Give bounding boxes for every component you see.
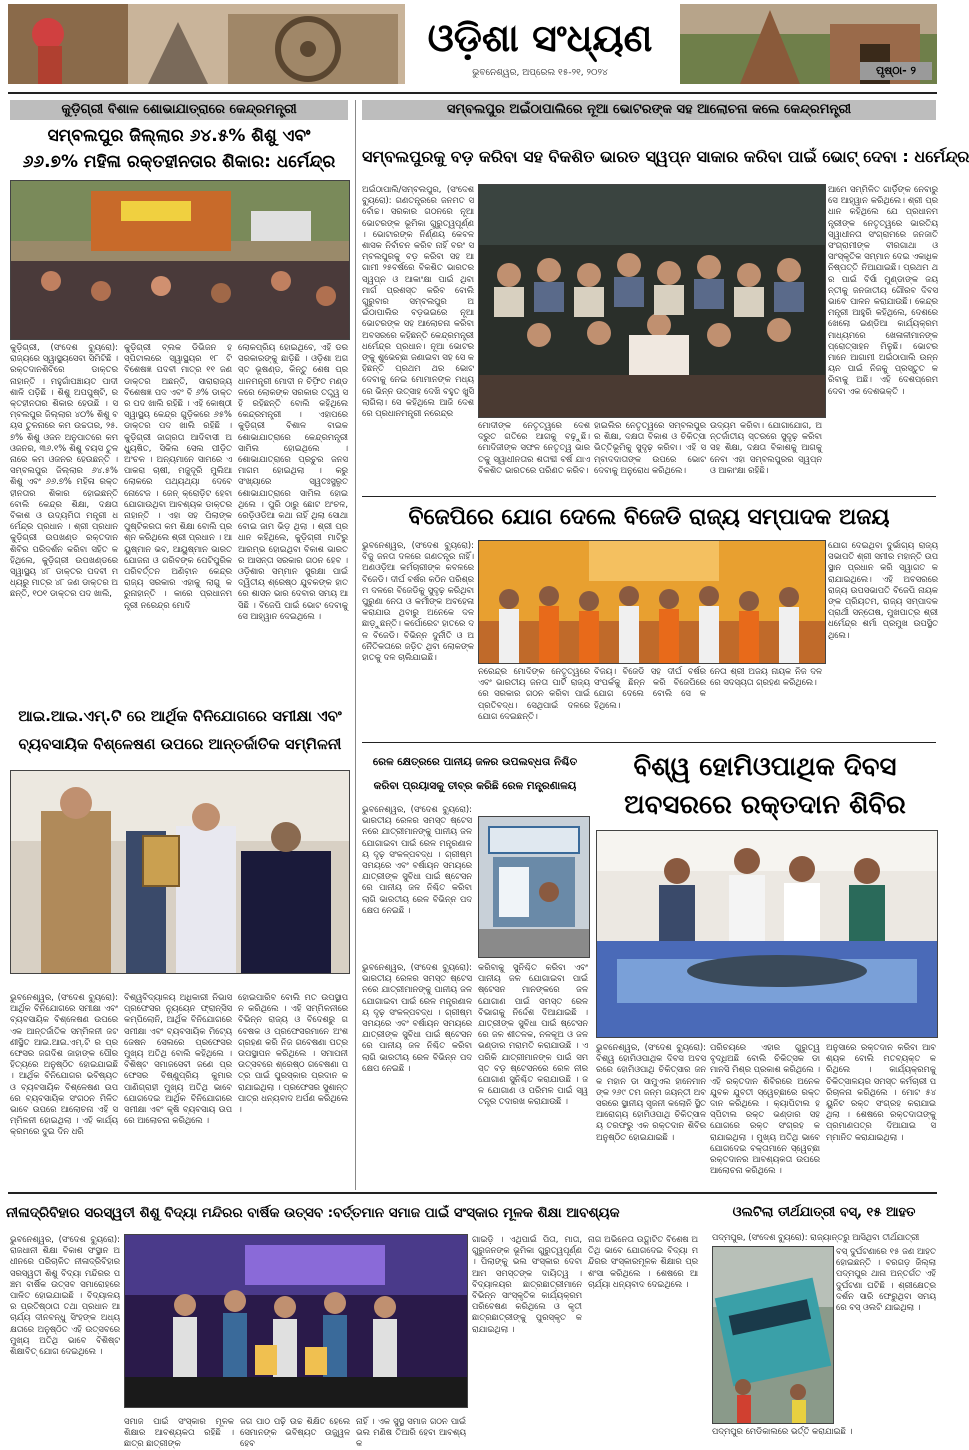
blood-donation-photo bbox=[596, 830, 938, 1038]
left-mid-col1: ଭୁବନେଶ୍ୱର, (ସଂଦେଶ ବ୍ୟୁରୋ): ଆର୍ଥିକ ବିନିଯୋଗରେ ସମୀକ୍ଷା ଏବଂ ବ୍ୟବସାୟିକ ବିଶ୍ଳେଷଣ ଉପରେ ଏକ ଆନ୍ତର୍ଜାତିକ ସମ୍ମିଳନୀ ଜଟଣୀସ୍ଥିତ ଆଇ.ଆଇ.ଏମ୍.ଟି ର ପ୍ରଫେସର ଜଗଦିଶ ଜାହାଙ୍କ ପୌରହିତ୍ୟରେ ଅନୁଷ୍ଠିତ ହୋଇଯାଇଛି । ଆର୍ଥିକ ବିନିଯୋଗର ଭବିଷ୍ୟତ ଓ ବ୍ୟବସାୟିକ ବିଶ୍ଳେଷଣ ଉପରେ ବ୍ୟବସାୟିକ ସଂଗଠନ ମିଳିତ ଭାବେ ଉପରେ ଆଲୋଚନା ଏହି ସମ୍ମିଳନୀ ହୋଇଥିଲା । ଏହି କାର୍ଯ୍ୟକ୍ରମରେ ଦୁଇ ଦିନ ଧରି bbox=[10, 992, 118, 1137]
rail-col1: ଭୁବନେଶ୍ୱର, (ସଂଦେଶ ବ୍ୟୁରୋ): ଭାରତୀୟ ରେଳର ସମସ୍ତ ଷ୍ଟେସନରେ ଯାତ୍ରୀମାନଙ୍କୁ ପାନୀୟ ଜଳ ଯୋଗାଇବା ପାଇଁ ରେଳ ମନ୍ତ୍ରଣାଳୟ ଦୃଢ଼ ସଂକଳ୍ପବଦ୍ଧ । ଗ୍ରୀଷ୍ମ ସମୟରେ ଏବଂ ବର୍ଷାୟନ ସମୟରେ ଯାତ୍ରୀଙ୍କ ସୁବିଧା ପାଇଁ ଷ୍ଟେସନରେ ପାନୀୟ ଜଳ ନିଶ୍ଚିତ କରିବା ଲାଗି ଭାରତୀୟ ରେଳ ବିଭିନ୍ନ ପଦକ୍ଷେପ ନେଇଛି । bbox=[362, 804, 472, 915]
homeo-headline-1: ବିଶ୍ୱ ହୋମିଓପାଥିକ ଦିବସ bbox=[633, 752, 897, 782]
bjd-top-rule bbox=[362, 496, 936, 497]
center-top-col4: ଉଦ୍ୟମ କରିବା। ଯୋଗାଯୋଗ, ଅନ୍ତର୍ଜାତୀୟ ସ୍ତରରେ ସୁଦୃଢ଼ କରିବା ସହ ଶିକ୍ଷା, ଦକ୍ଷତା ବିକାଶକୁ ଆଗକୁ ନେବା ଏହା ସମ୍ବଲପୁରର ସ୍ୱପ୍ନ ଓ ଆକାଂକ୍ଷା ରହିଛି। bbox=[710, 420, 822, 475]
center-top-col1: ଅଇଁଠାପାଲି/ସମ୍ବଲପୁର, (ସଂଦେଶ ବ୍ୟୁରୋ): ଗଣତନ୍ତ୍ରରେ ଜନମତ ସର୍ବୋଚ୍ଚ। ସରକାର ଗଠନରେ ନୂଆ ଭୋଟରଙ୍କ ଭୂମିକା ଗୁରୁତ୍ୱପୂର୍ଣ୍ଣ। ଭୋଟାରଙ୍କ ନିର୍ଣ୍ଣୟ କେବଳ ଶାସକ ନିର୍ବାଚନ କରିବ ନାହିଁ ବରଂ ସମ୍ବଲପୁରକୁ ବଡ଼ କରିବା ସହ ଆଗାମୀ ୨୫ବର୍ଷରେ ବିକଶିତ ଭାରତର ସ୍ୱପ୍ନ ଓ ଆକାଂକ୍ଷା ପାଇଁ ଥିବା ମାର୍ଗ ପ୍ରଶସ୍ତ କରିବ ବୋଲି ଗୁରୁବାର ସମ୍ବଲପୁର ଅଇଁଠାପାଲିର ବଡ଼ଭଇରେ ନୂଆ ଭୋଟରଙ୍କ ସହ ଆଲୋଚନା କରିବା ଅବସରରେ କହିଛନ୍ତି କେନ୍ଦ୍ରମନ୍ତ୍ରୀ ଧର୍ମେନ୍ଦ୍ର ପ୍ରଧାନ। ନୂଆ ଭୋଟରଙ୍କୁ ଶୁଭେଚ୍ଛା ଜଣାଇବା ସହ ସେ କହିଛନ୍ତି ପ୍ରଥମ ଥର ଭୋଟ ଦେବାକୁ ନେଇ ମୋମାନଙ୍କ ମଧ୍ୟରେ ଭିନ୍ନ ଉତ୍ସାହ ଦେଖି ବହୁତ ଖୁସି ଲାଗିଲା। ସେ କହିଥିଲେ ଆଜି ଦେଶରେ ପ୍ରଧାନମନ୍ତ୍ରୀ ନରେନ୍ଦ୍ର bbox=[362, 184, 474, 419]
school-headline: ନୀଳାଦ୍ରିବିହାର ସରସ୍ୱତୀ ଶିଶୁ ବିଦ୍ୟା ମନ୍ଦିରର ବାର୍ଷିକ ଉତ୍ସବ :ବର୍ତ୍ତମାନ ସମାଜ ପାଇଁ ସଂସ୍କାର ମୂଳକ ଶିକ୍ଷା ଆବଶ୍ୟକ bbox=[6, 1205, 620, 1221]
bjd-col1: ଭୁବନେଶ୍ୱର, (ସଂଦେଶ ବ୍ୟୁରୋ): ବିଜୁ ଜନତା ଦଳରେ ଗଣତନ୍ତ୍ର ନାହିଁ। ଅଣଓଡ଼ିଆ କର୍ମଚାରୀଙ୍କ କବଳରେ ବିଜେଡି। ଦୀର୍ଘ ବର୍ଷର କଠିନ ପରିଶ୍ରମ ଦଳରେ ବିଜେଡିକୁ ସୁଦୃଢ଼ କରିଥିବା ପୁରୁଣା ନେତା ଓ କର୍ମୀଙ୍କ ଅବହେଳା କରାଯାଉ ଥିବାରୁ ଅନେକେ ଦଳ ଛାଡ଼ୁଛନ୍ତି। କର୍ପୋରେଟ ହାତରେ ଦଳ ବିଜେଡି। ବିଭିନ୍ନ ଦୁର୍ନୀତି ଓ ଅନୈତିକତାରେ ଜଡ଼ିତ ଥିବା ଲୋକଙ୍କ ହାତକୁ ଦଳ ଚାଲିଯାଇଛି। bbox=[362, 540, 474, 663]
page-number: ପୃଷ୍ଠା- ୨ bbox=[860, 62, 932, 80]
homeo-headline-2: ଅବସରରେ ରକ୍ତଦାନ ଶିବିର bbox=[624, 790, 906, 820]
center-top-col3: ହାଇଲିର ନେତୃତ୍ୱରେ ସମ୍ବଲପୁରର ଶିକ୍ଷା, ଦକ୍ଷତା ବିକାଶ ଓ ଚିକିତ୍ସା ଭିତ୍ତିଭୂମିକୁ ସୁଦୃଢ଼ କରିବା। ଏହି ସମ୍ବାଦଦାତାଙ୍କ ଉପରେ ଭୋଟ ଦେବାକୁ ଅନୁରୋଧ କରିଥିଲେ। bbox=[594, 420, 706, 475]
masthead-dateline: ଭୁବନେଶ୍ୱର, ଅପ୍ରେଲ ୧୫-୨୧, ୨୦୨୪ bbox=[472, 68, 608, 78]
voters-meeting-photo bbox=[478, 184, 826, 418]
bjd-headline: ବିଜେପିରେ ଯୋଗ ଦେଲେ ବିଜେଡି ରାଜ୍ୟ ସମ୍ପାଦକ ଅଜୟ bbox=[408, 505, 890, 530]
conference-photo bbox=[10, 770, 350, 974]
school-col1: ଭୁବନେଶ୍ୱର, (ସଂଦେଶ ବ୍ୟୁରୋ): ରାଜଧାନୀ ଶିକ୍ଷା ବିକାଶ ସଂସ୍ଥାନ ଅଧୀନରେ ପରିଚାଳିତ ନୀଳାଦ୍ରିବିହାର ସରସ୍ୱତୀ ଶିଶୁ ବିଦ୍ୟା ମନ୍ଦିରର ପଞ୍ଚମ ବାର୍ଷିକ ଉତ୍ସବ ସମାରୋହରେ ପାଳିତ ହୋଇଯାଇଛି । ବିଦ୍ୟାଳୟର ପ୍ରତିଷ୍ଠାତା ତଥା ପ୍ରଧାନ ଆଚାର୍ଯ୍ୟ ଦୀନବନ୍ଧୁ ସିଂହଙ୍କ ଅଧ୍ୟକ୍ଷତାରେ ଅନୁଷ୍ଠିତ ଏହି ଉତ୍ସବରେ ମୁଖ୍ୟ ଅତିଥି ଭାବେ ବିଶିଷ୍ଟ ଶିକ୍ଷାବିତ୍ ଯୋଗ ଦେଇଥିଲେ । bbox=[10, 1234, 120, 1357]
bus-col1a: ପଦ୍ମପୁର, (ସଂଦେଶ ବ୍ୟୁରୋ): ରାଜ୍ୟାନ୍ତରୁ ଆସିଥିବା ତୀର୍ଥଯାତ୍ରୀ bbox=[712, 1232, 920, 1242]
masthead-title: ଓଡ଼ିଶା ସଂଧ୍ୟଣ bbox=[427, 15, 653, 60]
homeo-col2: ପରିଚୟରେ ଏହାର ଗୁରୁତ୍ୱ ବୃଦ୍ଧିଅଛି ବୋଲି ଚିକିତ୍ସକ ଡା ମାନସି ମିଶ୍ର ପ୍ରକାଶ କରିଥିଲେ । ଏହି ରକ୍ତଦାନ ଶିବିରରେ ଅନେକ ଯୁବକ ଯୁବତୀ ସ୍ୱେଚ୍ଛାରେ ରକ୍ତଦାନ କରିଥିଲେ । କ୍ୟାପିଟାଲ ହସ୍ପିଟାଲ ରକ୍ତ ଭଣ୍ଡାର ସହଯୋଗରେ ରକ୍ତ ସଂଗ୍ରହ କରାଯାଇଥିଲା । ମୁଖ୍ୟ ଅତିଥି ଭାବେ ଯୋଗଦେଇ ବକ୍ତାମାନେ ସ୍ୱେଚ୍ଛା ରକ୍ତଦାନର ଆବଶ୍ୟକତା ଉପରେ ଆଲୋଚନା କରିଥିଲେ । bbox=[710, 1042, 820, 1176]
bus-accident-photo bbox=[712, 1246, 834, 1424]
bjd-col4: ନେତା ଶ୍ରୀ ଅଜୟ ନାୟକ ନିଜ ଦଳରେ ସଦସ୍ୟତା ଗ୍ରହଣ କରିଥିଲେ। bbox=[710, 666, 822, 688]
rail-col1-tail: ଭୁବନେଶ୍ୱର, (ସଂଦେଶ ବ୍ୟୁରୋ): ଭାରତୀୟ ରେଳର ସମସ୍ତ ଷ୍ଟେସନରେ ଯାତ୍ରୀମାନଙ୍କୁ ପାନୀୟ ଜଳ ଯୋଗାଇବା ପାଇଁ ରେଳ ମନ୍ତ୍ରଣାଳୟ ଦୃଢ଼ ସଂକଳ୍ପବଦ୍ଧ । ଗ୍ରୀଷ୍ମ ସମୟରେ ଏବଂ ବର୍ଷାୟନ ସମୟରେ ଯାତ୍ରୀଙ୍କ ସୁବିଧା ପାଇଁ ଷ୍ଟେସନରେ ପାନୀୟ ଜଳ ନିଶ୍ଚିତ କରିବା ଲାଗି ଭାରତୀୟ ରେଳ ବିଭିନ୍ନ ପଦକ୍ଷେପ ନେଇଛି । bbox=[362, 962, 472, 1073]
left-mid-headline-2: ବ୍ୟବସାୟିକ ବିଶ୍ଳେଷଣ ଉପରେ ଆନ୍ତର୍ଜାତିକ ସମ୍ମିଳନୀ bbox=[18, 735, 342, 753]
masthead-left-image bbox=[8, 4, 405, 84]
bjd-col3: ବିଜୟ। ବିଜେଡି ସହ ଦୀର୍ଘ ବର୍ଷର ସଂପର୍କକୁ ଛିନ୍ନ କରି ବିଜେପିରେ ଯୋଗ ଦେଲେ ବୋଲି ସେ କହିଥିଲେ। bbox=[594, 666, 706, 710]
school-col2: ସମାଜ ପାଇଁ ସଂସ୍କାର ମୂଳକ ଶିକ୍ଷାର ଆବଶ୍ୟକତା ରହିଛି । ଛାତ୍ର ଛାତ୍ରୀଙ୍କ bbox=[124, 1416, 234, 1449]
rail-col2: କରିବାକୁ ସୁନିଶ୍ଚିତ କରିବା ଏବଂ ପାନୀୟ ଜଳ ଯୋଗାଇବା ପାଇଁ ଷ୍ଟେସନ ମାନଙ୍କରେ ଜଳ ଯୋଗାଣ ପାଇଁ ସମସ୍ତ ରେଳ ବିଭାଗକୁ ନିର୍ଦ୍ଦେଶ ଦିଆଯାଇଛି । ଯାତ୍ରୀଙ୍କ ସୁବିଧା ପାଇଁ ଷ୍ଟେସନରେ ଜଳ ଶୀତଳକ, ନଳକୂଅ ଓ ଜଳ ଭଣ୍ଡାର ମରାମତି କରାଯାଉଛି । ଏପରିକି ଯାତ୍ରୀମାନଙ୍କ ପାଇଁ ସମସ୍ତ ବଡ଼ ଷ୍ଟେସନରେ ରେଳ ନୀର ଯୋଗାଣ ସୁନିଶ୍ଚିତ କରାଯାଉଛି । ଜଳ ଯୋଗାଣ ଓ ପରିମଳ ପାଇଁ ସ୍ୱତନ୍ତ୍ର ତଦାରଖ କରାଯାଉଛି । bbox=[478, 962, 588, 1107]
left-mid-headline-1: ଆଇ.ଆଇ.ଏମ୍.ଟି ରେ ଆର୍ଥିକ ବିନିଯୋଗରେ ସମୀକ୍ଷା ଏବଂ bbox=[18, 707, 342, 725]
center-top-kicker: ସମ୍ବଲପୁର ଅଇଁଠାପାଲିରେ ନୂଆ ଭୋଟରଙ୍କ ସହ ଆଲୋଚନା କଲେ କେନ୍ଦ୍ରମନ୍ତ୍ରୀ bbox=[362, 100, 936, 120]
procession-photo bbox=[10, 180, 350, 340]
bus-caption: ପଦ୍ମପୁର ମେଡିକାଲରେ ଭର୍ତ୍ତି କରାଯାଇଛି । bbox=[712, 1426, 853, 1436]
water-kiosk-photo bbox=[478, 816, 590, 958]
left-top-headline-2: ୬୬.୭% ମହିଳା ରକ୍ତହୀନତାର ଶିକାର: ଧର୍ମେନ୍ଦ୍ର bbox=[22, 152, 336, 172]
school-col5: ଗାଇଡ଼ି । ଏଥିପାଇଁ ପିତା, ମାତା, ଗୁରୁଜନଙ୍କ ଭୂମିକା ଗୁରୁତ୍ୱପୂର୍ଣ୍ଣ । ପିଲାଙ୍କୁ ଭଲ ସଂସ୍କାର ଦେବା ଆମ ସମସ୍ତଙ୍କ ଦାୟିତ୍ୱ । ବିଦ୍ୟାଳୟର ଛାତ୍ରଛାତ୍ରୀମାନେ ବିଭିନ୍ନ ସାଂସ୍କୃତିକ କାର୍ଯ୍ୟକ୍ରମ ପରିବେଷଣ କରିଥିଲେ ଓ କୃତୀ ଛାତ୍ରଛାତ୍ରୀଙ୍କୁ ପୁରସ୍କୃତ କରାଯାଇଥିଲା । bbox=[472, 1234, 582, 1334]
rail-top-rule bbox=[362, 742, 936, 743]
school-col6: ନାଗ ଅଭିନେତା ଉଦ୍ଘାଟିତ ବିଶେଷ ଅତିଥି ଭାବେ ଯୋଗଦେଇ ବିଦ୍ୟା ମନ୍ଦିରର ସଂସ୍କାରମୂଳକ ଶିକ୍ଷାର ପ୍ରଶଂସା କରିଥିଲେ । ଶେଷରେ ଆଚାର୍ଯ୍ୟା ଧନ୍ୟବାଦ ଦେଇଥିଲେ । bbox=[588, 1234, 698, 1289]
school-stage-photo bbox=[124, 1234, 468, 1408]
left-top-col1: କୁଡ଼ିଗ୍ରୀ, (ସଂଦେଶ ବ୍ୟୁରୋ): ରାଜ୍ୟରେ ସ୍ୱାସ୍ଥ୍ୟସେବା ସିମିଟିଛି । ରକ୍ତଦାନଶିବିରେ ଡାକ୍ତର ନାହାନ୍ତି । ମହୁଗାଁପଞ୍ଚାୟତ ପାଦୀ ଶାଳି ପଡ଼ିଛି । ଶିଶୁ ଅପପୁଷ୍ଟି, ରକ୍ତହୀନତାର ଶିକାର ହେଉଛି । ସମ୍ବଲପୁର ଜିଲ୍ଲାର ୪୦% ଶିଶୁ ବୟସ ତୁଳନାରେ କମ ଉଚ୍ଚତାର, ୨୫.୭% ଶିଶୁ ଓଜନ ଅନୁପାତରେ କମ ଓଜନର, ୩୬.୧% ଶିଶୁ ବୟସ ତୁଳନାରେ କମ ଓଜନର ହେଉଛନ୍ତି । ସମ୍ବଲପୁର ଜିଲ୍ଲାର ୬୪.୫% ଶିଶୁ ଏବଂ ୬୬.୭% ମହିଳା ରକ୍ତହୀନତାର ଶିକାର ହୋଇଛନ୍ତି ବୋଲି କେନ୍ଦ୍ର ଶିକ୍ଷା, ଦକ୍ଷତା ବିକାଶ ଓ ଉଦ୍ୟମିତା ମନ୍ତ୍ରୀ ଧର୍ମେନ୍ଦ୍ର ପ୍ରଧାନ । ଶ୍ରୀ ପ୍ରଧାନ କୁଡ଼ିଗ୍ରୀ ଉପଖଣ୍ଡ ରକ୍ତଦାନଶିବିର ପରିଦର୍ଶନ କରିବା ସହିତ କହିଥିଲେ, କୁଡ଼ିଗ୍ରୀ ଉପଖଣ୍ଡରେ ସ୍ୱାସ୍ଥ୍ୟ ୪୮ ଡାକ୍ତର ପଦବୀ ମଧ୍ୟରୁ ମାତ୍ର ୪୮ ଜଣ ଡାକ୍ତର ଅଛନ୍ତି, ୧୦୧ ଡାକ୍ତର ପଦ ଖାଲି, bbox=[10, 342, 118, 599]
left-top-headline-1: ସମ୍ବଲପୁର ଜିଲ୍ଲାର ୬୪.୫% ଶିଶୁ ଏବଂ bbox=[47, 126, 311, 146]
bjp-joining-photo bbox=[478, 540, 826, 664]
center-top-col2: ମୋଦୀଙ୍କ ନେତୃତ୍ୱରେ ଦେଶ ଦ୍ରୁତ ଗତିରେ ଆଗକୁ ବଢ଼ୁଛି। ମୋଦିଜୀଙ୍କ ସଫଳ ନେତୃତ୍ୱ ଭାରତକୁ ସ୍ୱାଧୀନତାର ଶତାବ୍ଦୀ ବର୍ଷ ଯାଏ ବିକଶିତ ଭାରତରେ ପରିଣତ କରିବ। bbox=[478, 420, 590, 475]
center-top-headline: ସମ୍ବଲପୁରକୁ ବଡ଼ କରିବା ସହ ବିକଶିତ ଭାରତ ସ୍ୱପ୍ନ ସାକାର କରିବା ପାଇଁ ଭୋଟ୍ ଦେବା : ଧର୍ମେନ୍ଦ୍ର bbox=[362, 147, 969, 166]
school-top-rule bbox=[8, 1192, 937, 1194]
masthead-rule bbox=[8, 92, 937, 94]
homeo-col3: ଅନୁସାରେ ରକ୍ତଦାନ କରିବା ଆବଶ୍ୟକ ବୋଲି ମତବ୍ୟକ୍ତ କରିଥିଲେ । କାର୍ଯ୍ୟକ୍ରମକୁ ଚିକିତ୍ସାଳୟର ସମସ୍ତ କର୍ମଚାରୀ ପରିଚାଳନା କରିଥିଲେ । ମୋଟ ୫୪ ୟୁନିଟ ରକ୍ତ ସଂଗ୍ରହ କରାଯାଇଥିଲା । ଶେଷରେ ରକ୍ତଦାତାଙ୍କୁ ପ୍ରମାଣପତ୍ର ଦିଆଯାଇ ସମ୍ମାନିତ କରାଯାଇଥିଲା । bbox=[826, 1042, 936, 1142]
center-top-col5: ଆମେ ସମ୍ମିଳିତ ଗାର୍ଡ଼ିଙ୍କ ନେବାରୁ ସେ ଆହ୍ୱାନ କରିଥିଲେ। ଶ୍ରୀ ପ୍ରଧାନ କହିଥିଲେ ଯେ ପ୍ରଧାନମନ୍ତ୍ରୀଙ୍କ ନେତୃତ୍ୱରେ ଭାରତିୟ ସ୍ୱାଧୀନତା ସଂଗ୍ରାମରେ ଜନଜାତି ସଂଗ୍ରାମୀଙ୍କ ବୀରଗାଥା ଓ ସାଂସ୍କୃତିକ ସମ୍ମାନ ଦେଇ ଏକାଧିକ ନିଷ୍ପତ୍ତି ନିଆଯାଇଛି। ପ୍ରଥମ ଥର ପାଇଁ ବିର୍ସା ମୁଣ୍ଡାଙ୍କ ଜୟନ୍ତୀକୁ ଜନଜାତୀୟ ଗୌରବ ଦିବସ ଭାବେ ପାଳନ କରାଯାଉଛି। କେନ୍ଦ୍ରମନ୍ତ୍ରୀ ଆହୁରି କହିଥିଲେ, ଦେଶରେ ଖେଲୋ ଇଣ୍ଡିଆ କାର୍ଯ୍ୟକ୍ରମ ମାଧ୍ୟମରେ ଖେଳାଳୀମାନଙ୍କ ପ୍ରୋତ୍ସାହନ ମିଳୁଛି। ଭୋଟରମାନେ ଆଗାମୀ ଅଇଁଠାପାଲି ଉନ୍ନୟନ ପାଇଁ ନିଜକୁ ପ୍ରସ୍ତୁତ କରିବାକୁ ଅଛି। ଏହି ଦେଶପ୍ରେମ ଦେବା ଏକ ଦେଶଭକ୍ତି । bbox=[828, 184, 938, 396]
homeo-col1: ଭୁବନେଶ୍ୱର, (ସଂଦେଶ ବ୍ୟୁରୋ): ବିଶ୍ୱ ହୋମିଓପାଥିକ ଦିବସ ଅବସରରେ ହୋମିଓପାଥି ଚିକିତ୍ସାର ଜନକ ମହାନ ଡା ସାମୁଏଲ ହାନେମାନଙ୍କ ୨୬୯ ତମ ଜନ୍ମ ଜୟନ୍ତୀ ଅବସରରେ ସ୍ଥାନୀୟ ସୃଜନୀ କଲୋନି ସ୍ଥିତ ଆରୋଗ୍ୟ ହୋମିଓପାଥି ଚିକିତ୍ସାଳୟ ତରଫରୁ ଏକ ରକ୍ତଦାନ ଶିବିର ଅନୁଷ୍ଠିତ ହୋଇଯାଇଛି । bbox=[596, 1042, 706, 1142]
left-top-kicker: କୁଡ଼ିଗ୍ରୀ ବିଶାଳ ଶୋଭାଯାତ୍ରାରେ କେନ୍ଦ୍ରମନ୍ତ୍ରୀ bbox=[10, 100, 348, 120]
school-col4: ନାହିଁ । ଏକ ସୁସ୍ଥ ସମାଜ ଗଠନ ପାଇଁ ଭଲ ମଣିଷ ତିଆରି ହେବା ଆବଶ୍ୟକ bbox=[356, 1416, 466, 1449]
rail-headline-2: କରିବା ପ୍ରୟାସକୁ ତୀବ୍ର କରିଛି ରେଳ ମନ୍ତ୍ରଣାଳୟ bbox=[373, 780, 577, 792]
rail-col1-cont bbox=[362, 962, 472, 1188]
left-top-col3: ଲୋକପ୍ରିୟ ହୋଇଥିବେ, ଏହି ଡର ସରକାରଙ୍କୁ ଛାଡ଼ିଛି । ଓଡ଼ିଶା ଅଗସ୍ତ ଭୂଷଣ୍ଡ, କିନ୍ତୁ ଶେଷ ପ୍ରଧାନମନ୍ତ୍ରୀ ମୋଦୀ ନ ଚିଫ଼ିତ ମଣ୍ଡଳରେ ଲୋକଙ୍କ ସରକାର ତତ୍ତ୍ୱ ସହି ରହିଛନ୍ତି ବୋଲି କହିଥିଲେ କେନ୍ଦ୍ରମନ୍ତ୍ରୀ । ଏହାପରେ କୁଡ଼ିଗ୍ରୀ ବିଶାଳ ବାଇକ ଶୋଭାଯାତ୍ରାରେ କେନ୍ଦ୍ରମନ୍ତ୍ରୀ ସାମିଲ ହୋଇଥିଲେ । ଶୋଭାଯାତ୍ରାରେ ପ୍ରଚୁର ଜନସମାଗମ ହୋଇଥିଲା । କରୁ ସଂଖ୍ୟାରେ ସ୍ୱତଃସ୍ପ୍ରୃତ ଶୋଭାଯାତ୍ରାରେ ସାମିଲ ହୋଇଥିଲେ । ପୁରି ଠାରୁ ଛୋଟ ଅଂଚଳ, ରେଡ଼ିଓଡିଆ କଥା ନାହିଁ ଥିଲା ସୋଥା ବୋଇ ଜାମ ଭିଡ଼ ଥିଲା । ଶ୍ରୀ ପ୍ରଧାନ କହିଥିଲେ, କୁଡ଼ିଗ୍ରୀ ମାଟିରୁ ଆରମ୍ଭ ହୋଇଥିବା ବିକାଶ ଭାରତର ଆସନ୍ତା ସରକାର ଗଠନ ହେବ । ଓଡ଼ିଶାର ସମ୍ମାନ ସୁରକ୍ଷା ପାଇଁ ଦ୍ୱିତୀୟ ଶ୍ରେଷ୍ଠ ଯୁବକଙ୍କ ହାତରେ ଶାସନ ଭାର ଦେବାର ସମୟ ଆସିଛି । ବିଜେପି ପାଇଁ ଭୋଟ ଦେବାକୁ ସେ ଆହ୍ୱାନ ଦେଇଥିଲେ । bbox=[238, 342, 348, 621]
bus-headline: ଓଲଟିଲା ତୀର୍ଥଯାତ୍ରୀ ବସ୍, ୧୫ ଆହତ bbox=[732, 1205, 916, 1220]
school-col3: ଜଗ ପାଠ ପଢ଼ି ଉଚ୍ଚ ଶିକ୍ଷିତ ହେଲେ ସେମାନଙ୍କ ଭବିଷ୍ୟତ ଉଜ୍ଜ୍ୱଳ ହେବ bbox=[240, 1416, 350, 1449]
bjd-col5: ଯୋଗ ଦେଇଥିବା ଦୁର୍ଭାଗ୍ୟ ରାଜ୍ୟ ସଭାପତି ଶ୍ରୀ ସମୀର ମହାନ୍ତି ଉପସ୍ଥାନ ପ୍ରଧାନ କରି ସ୍ୱାଗତ କରାଯାଇଥିଲେ। ଏହି ଅବସରରେ ରାଜ୍ୟ ଉପସଭାପତି ବିଜେପି ନାୟକଙ୍କ ପ୍ରିୟତମ, ରାଜ୍ୟ ସମ୍ପାଦକ ପ୍ରାର୍ଥୀ ସନ୍ତୋଷ, ମୁଖପାତ୍ର ଶ୍ରୀ ଧର୍ମେନ୍ଦ୍ର ଶର୍ମା ପ୍ରମୁଖ ଉପସ୍ଥିତ ଥିଲେ। bbox=[828, 540, 938, 640]
rail-headline-1: ରେଳ କ୍ଷେତ୍ରରେ ପାନୀୟ ଜଳର ଉପଲବ୍ଧତା ନିଶ୍ଚିତ bbox=[372, 756, 578, 768]
left-top-col2: କୁଡ଼ିଗ୍ରୀ ବ୍ଲକ ଡିଭିଜନ ହସ୍ପିଟାଲରେ ସ୍ୱାସ୍ଥ୍ୟର ୧୮ ଟି ବିଶେଷଜ୍ଞ ପଦବୀ ମାତ୍ର ୧୧ ଜଣ ଡାକ୍ତର ଅଛନ୍ତି, ସାରାରାଜ୍ୟ ବିଶେଷଜ୍ଞ ପଦ ଏବଂ ବି ୬% ଡାକ୍ତର ପଦ ଖାଲି ରହିଛି । ଏହି କୋଷ୍ଠୀ ସ୍ୱାସ୍ଥ୍ୟ କେନ୍ଦ୍ର ଗୁଡ଼ିକରେ ୬୫% ଡାକ୍ତର ପଦ ଖାଲି ରହିଛି । କୁଡ଼ିଗ୍ରୀ ଜାଗ୍ରତା ଆଦିବାସୀ ଅଧ୍ୟୁଷିତ, ସିକିଲ ସେଲ ପୀଡ଼ିତ ଅଂଚଳ । ଅନ୍ୟମାନେ ସାମରେ ଏପାକରା ଚାଷୀ, ମଜୁଦୂରି ମୁଲିଆ ଲୋକରେ ପଥ୍ୟଥ୍ୟା ଦେବେ ନୋଟେଜ । ଜେନ୍ କ୍ରୋଡ଼ିଟ ହେବା ଯୋଗାଉଥିବା ଆବଶ୍ୟକ ଡାକ୍ତର ନାହାନ୍ତି । ଏହା ସହ ପିଲାଙ୍କ ପୁଷ୍ଟିକରତା କମ ଶିକ୍ଷା ବୋଲି ପ୍ରଶ୍ନ କରିଥିଲେ ଶ୍ରୀ ପ୍ରଧାନ । ଆୟୁଷ୍ମାନ ଭବ, ଆୟୁଷ୍ମାନ ଭାରତ ଯୋଜନା ଓ ଗରିବଙ୍କ ପେଟିପୁରିକ ପରିବର୍ତ୍ତନ ଅଣିବ଼ାନ କେନ୍ଦ୍ର ରାଜ୍ୟ ସରକାର ଏହାକୁ ଲାଗୁ କରୁନାହାନ୍ତି । କାରେ ପ୍ରଧାନମନ୍ତ୍ରୀ ନରେନ୍ଦ୍ର ମୋଦି bbox=[124, 342, 232, 610]
bjd-col2: ନରେନ୍ଦ୍ର ମୋଦିଙ୍କ ନେତୃତ୍ୱରେ ଏବଂ ଭାରତୀୟ ଜନତା ପାର୍ଟି ରାଜ୍ୟରେ ସରକାର ଗଠନ କରିବା ପାଇଁ ପ୍ରତିବଦ୍ଧ। ସେଥିପାଇଁ ଦଳରେ ଯୋଗ ଦେଇଛନ୍ତି। bbox=[478, 666, 590, 721]
bus-col1b: ବସ୍ ଦୁର୍ଘଟଣାରେ ୧୫ ଜଣ ଆହତ ହୋଇଛନ୍ତି । ବରଗଡ଼ ଜିଲ୍ଲା ପଦ୍ମପୁର ଥାନା ଅନ୍ତର୍ଗତ ଏହି ଦୁର୍ଘଟଣା ଘଟିଛି । ଶ୍ରୀକ୍ଷେତ୍ର ଦର୍ଶନ ସାରି ଫେରୁଥିବା ସମୟରେ ବସ୍ ଓଲଟି ଯାଇଥିଲା । bbox=[836, 1246, 936, 1313]
left-mid-col2: ବିଶ୍ୱବିଦ୍ୟାଳୟ ଅଧିକାରୀ ନିଭାସ ପ୍ରଫେସର ନ୍ୟୁୟେନ ଫ୍ରାନ୍ସିସ କମ୍ପିଲୋନି, ଆର୍ଥିକ ବିନିଯୋଗରେ ସମୀକ୍ଷା ଏବଂ ବ୍ୟବସାୟିକ ମିଟେ୍ୟଜେଷନ ସେଲରେ ପ୍ରଫେସର ମୁଖ୍ୟ ଅତିଥି ବୋଲି କହିଥିଲେ । ବିଶିଷ୍ଟ ସମାଜସେବୀ ଜଣେ ପ୍ରଫେସର ବିଷ୍ଣୁପ୍ରିୟ କୁମାର ପାଣିଗ୍ରାହୀ ମୁଖ୍ୟ ଅତିଥି ଭାବେ ଯୋଗଦେଇ ଆର୍ଥିକ ବିନିଯୋଗରେ ସମୀକ୍ଷା ଏବଂ କୃଷି ବ୍ୟବସାୟ ଉପରେ ଆଲୋଚନା କରିଥିଲେ । bbox=[124, 992, 232, 1126]
left-mid-col3: ହୋଇପାରିବ ବୋଲି ମତ ଉପସ୍ଥାପନ କରିଥିଲେ । ଏହି ସମ୍ମିଳନୀରେ ବିଭିନ୍ନ ରାଜ୍ୟ ଓ ବିଦେଶରୁ ଗବେଷକ ଓ ପ୍ରଫେସରମାନେ ଅଂଶଗ୍ରହଣ କରି ନିଜ ଗବେଷଣା ପତ୍ର ଉପସ୍ଥାପନ କରିଥିଲେ । ସମାପନୀ ଉତ୍ସବରେ ଶ୍ରେଷ୍ଠ ଗବେଷଣା ପତ୍ର ପାଇଁ ପୁରସ୍କାର ପ୍ରଦାନ କରାଯାଇଥିଲା । ପ୍ରଫେସର ସୁଶାନ୍ତ ପାତ୍ର ଧନ୍ୟବାଦ ଅର୍ପଣ କରିଥିଲେ । bbox=[238, 992, 348, 1115]
column-rule bbox=[355, 100, 356, 1190]
masthead bbox=[0, 0, 945, 98]
